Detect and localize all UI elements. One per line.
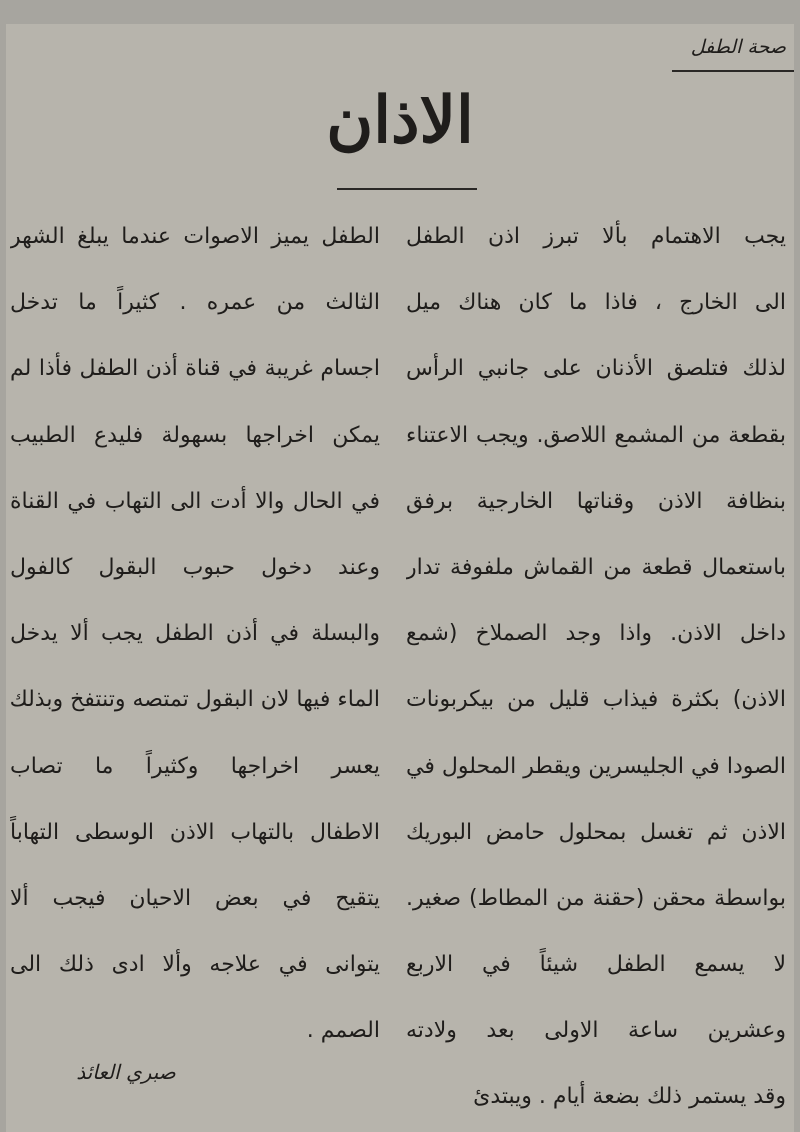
- text-line: بقطعة من المشمع اللاصق. ويجب الاعتناء: [406, 422, 786, 448]
- text-line: يتوانى في علاجه وألا ادى ذلك الى: [10, 952, 380, 978]
- text-line: الصودا في الجليسرين ويقطر المحلول في: [406, 753, 786, 779]
- text-line: الثالث من عمره . كثيراً ما تدخل: [10, 290, 380, 316]
- text-line: يجب الاهتمام بألا تبرز اذن الطفل: [406, 224, 786, 249]
- text-line: يمكن اخراجها بسهولة فليدع الطبيب: [10, 422, 380, 448]
- left-text-column: [10, 204, 380, 1064]
- text-line: وعند دخول حبوب البقول كالفول: [10, 554, 380, 580]
- right-text-column: [406, 204, 786, 1131]
- text-line: بنظافة الاذن وقناتها الخارجية برفق: [406, 488, 786, 514]
- text-line: يتقيح في بعض الاحيان فيجب ألا: [10, 885, 380, 911]
- text-line: باستعمال قطعة من القماش ملفوفة تدار: [406, 554, 786, 580]
- text-line: لا يسمع الطفل شيئاً في الاربع: [406, 952, 786, 978]
- text-line: الماء فيها لان البقول تمتصه وتنتفخ وبذلك: [10, 687, 380, 713]
- section-header-label: صحة الطفل: [690, 36, 786, 58]
- text-line: الصمم .: [306, 1018, 380, 1044]
- text-line: الاذن) بكثرة فيذاب قليل من بيكربونات: [406, 687, 786, 713]
- author-signature: صبري العائذ: [76, 1060, 176, 1084]
- text-line: اجسام غريبة في قناة أذن الطفل فأذا لم: [10, 356, 380, 382]
- text-line: يعسر اخراجها وكثيراً ما تصاب: [10, 753, 380, 779]
- text-line: في الحال والا أدت الى التهاب في القناة: [10, 488, 380, 514]
- text-line: وعشرين ساعة الاولى بعد ولادته: [406, 1018, 786, 1044]
- text-line: الاطفال بالتهاب الاذن الوسطى التهاباً: [10, 819, 380, 845]
- text-line: داخل الاذن. واذا وجد الصملاخ (شمع: [406, 621, 786, 647]
- title-divider: [337, 188, 477, 190]
- text-line: لذلك فتلصق الأذنان على جانبي الرأس: [406, 356, 786, 382]
- text-line: والبسلة في أذن الطفل يجب ألا يدخل: [10, 621, 380, 647]
- text-line: بواسطة محقن (حقنة من المطاط) صغير.: [406, 885, 786, 911]
- section-header: [672, 32, 794, 72]
- magazine-page: [6, 24, 794, 1132]
- text-line: الاذن ثم تغسل بمحلول حامض البوريك: [406, 819, 786, 845]
- text-line: الى الخارج ، فاذا ما كان هناك ميل: [406, 290, 786, 316]
- text-line: الطفل يميز الاصوات عندما يبلغ الشهر: [10, 224, 380, 249]
- article-title: الاذان: [326, 83, 474, 158]
- text-line: وقد يستمر ذلك بضعة أيام . ويبتدئ: [473, 1084, 786, 1110]
